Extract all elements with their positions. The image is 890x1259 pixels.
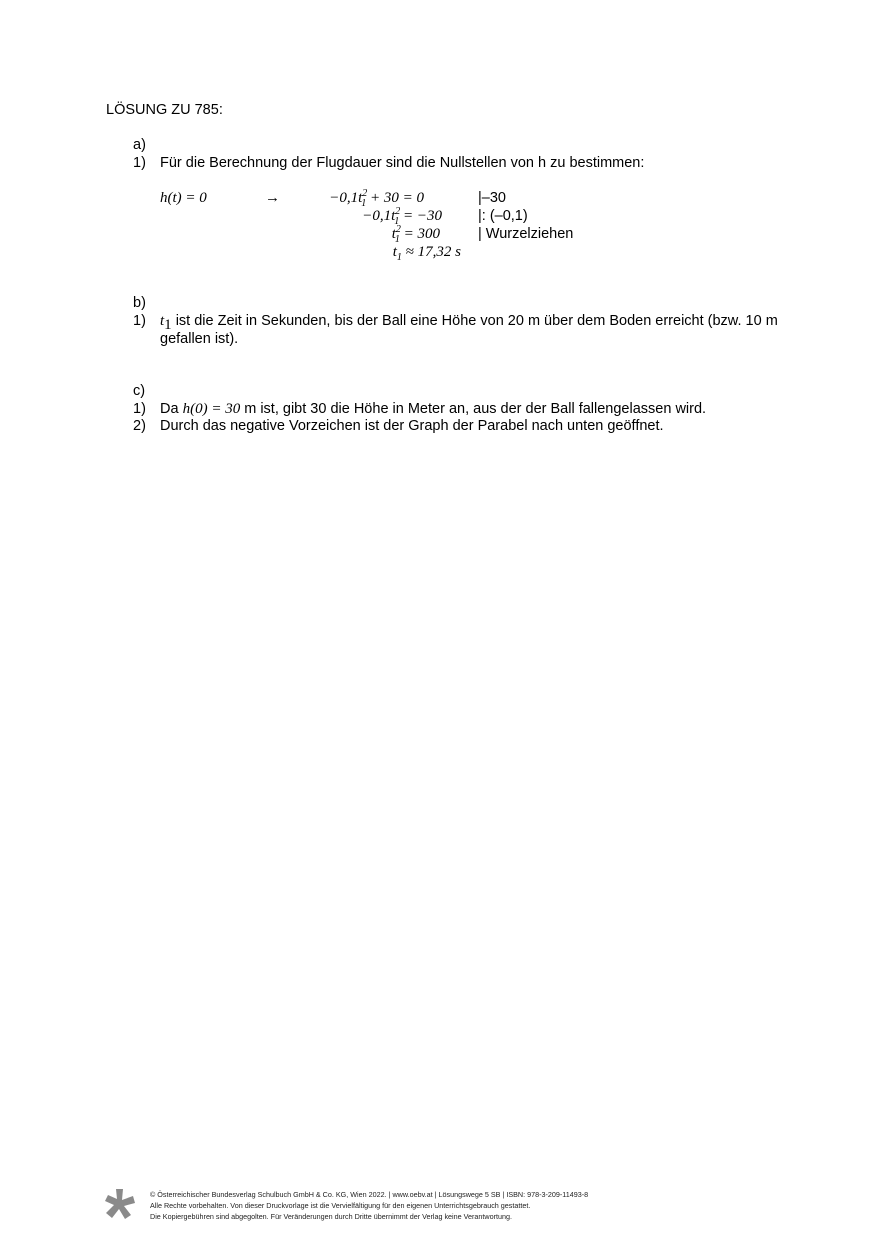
footer-rights: Alle Rechte vorbehalten. Von dieser Druckvorlage ist die Vervielfältigung für den eigenen Unterrichtsgebrauch gestattet.	[150, 1201, 531, 1210]
part-c-item1-math: h(0) = 30	[182, 401, 241, 417]
step-1-post: + 30 = 0	[366, 190, 424, 206]
step-4-post: ≈ 17,32 s	[401, 244, 461, 260]
step-4-var: t	[392, 244, 397, 260]
step-3-sub: 1	[394, 234, 400, 245]
footer-copyright: © Österreichischer Bundesverlag Schulbuch GmbH & Co. KG, Wien 2022. | www.oebv.at | Lösungswege 5 SB | ISBN: 978-3-209-11493-8	[150, 1190, 589, 1199]
equation-step-3-operation: | Wurzelziehen	[478, 226, 574, 242]
part-a-label: a)	[133, 137, 146, 153]
equation-step-3	[392, 226, 440, 243]
footer-fees: Die Kopiergebühren sind abgegolten. Für Veränderungen durch Dritte übernimmt der Verlag keine Verantwortung.	[150, 1212, 512, 1221]
part-b-item1-line1	[160, 313, 778, 333]
step-3-var: t	[391, 226, 396, 242]
equation-step-4	[393, 244, 461, 261]
step-1-pre: −0,1	[329, 190, 359, 206]
part-c-item2-text: Durch das negative Vorzeichen ist der Graph der Parabel nach unten geöffnet.	[160, 418, 664, 434]
part-c-item1-number: 1)	[133, 401, 146, 417]
page-title: LÖSUNG ZU 785:	[106, 102, 223, 118]
part-a-item1-text: Für die Berechnung der Flugdauer sind die Nullstellen von h zu bestimmen:	[160, 155, 645, 171]
part-c-item1-pre: Da	[160, 401, 183, 417]
step-1-sub: 1	[361, 198, 367, 209]
step-2-sup: 2	[395, 206, 401, 217]
part-b-item1-line2: gefallen ist).	[160, 331, 239, 347]
step-4-sub: 1	[396, 252, 402, 263]
part-c-item2-number: 2)	[133, 418, 146, 434]
t1-variable: t	[160, 313, 165, 329]
part-b-line1-text: ist die Zeit in Sekunden, bis der Ball eine Höhe von 20 m über dem Boden erreicht (bzw. 10 m	[171, 313, 778, 329]
t1-subscript: 1	[164, 316, 172, 333]
part-c-item1-post: m ist, gibt 30 die Höhe in Meter an, aus der der Ball fallengelassen wird.	[240, 401, 707, 417]
step-2-post: = −30	[399, 208, 442, 224]
step-1-var: t	[358, 190, 363, 206]
equation-step-1	[329, 190, 424, 207]
equation-step-2-operation: |: (–0,1)	[478, 208, 528, 224]
step-3-sup: 2	[395, 224, 401, 235]
publisher-logo-icon	[104, 1188, 136, 1220]
arrow-icon: →	[265, 189, 280, 206]
part-b-label: b)	[133, 295, 146, 311]
step-2-sub: 1	[394, 216, 400, 227]
part-b-item1-number: 1)	[133, 313, 146, 329]
publisher-logo-svg	[104, 1188, 136, 1220]
part-c-label: c)	[133, 383, 146, 399]
step-3-post: = 300	[399, 226, 440, 242]
part-a-item1-number: 1)	[133, 155, 146, 171]
part-c-item1-text	[160, 401, 706, 418]
equation-step-1-operation: |–30	[478, 190, 506, 206]
step-2-var: t	[391, 208, 396, 224]
step-1-sup: 2	[362, 188, 368, 199]
equation-step-2	[362, 208, 442, 225]
equation-lhs: h(t) = 0	[160, 190, 207, 206]
step-2-pre: −0,1	[362, 208, 392, 224]
